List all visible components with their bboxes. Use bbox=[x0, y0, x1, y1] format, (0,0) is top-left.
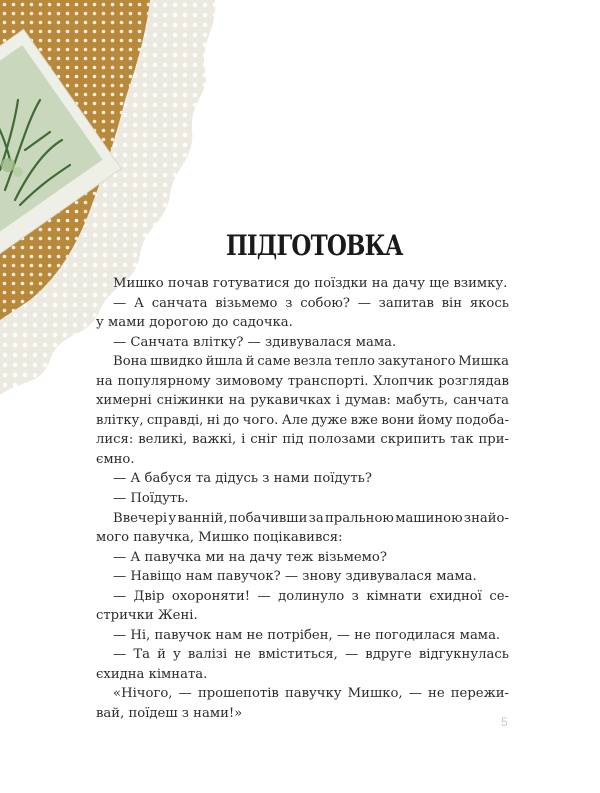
text-line: «Нічого, — прошепотів павучку Мишко, — не пережи- bbox=[113, 686, 509, 702]
text-line: Мишко почав готуватися до поїздки на дачу ще взимку. bbox=[113, 276, 508, 291]
text-line: — Двір охороняти! — долинуло з кімнати єхидної се- bbox=[113, 588, 509, 604]
text-line: вай, поїдеш з нами!» bbox=[96, 706, 243, 722]
text-line: химерні сніжинки на рукавичках і думав: мабуть, санчата bbox=[96, 393, 509, 409]
text-line: Вона швидко йшла й саме везла тепло закутаного Мишка bbox=[113, 354, 509, 370]
text-line: лися: великі, важкі, і сніг під полозами скрипить так при- bbox=[96, 432, 509, 448]
text-line: — А павучка ми на дачу теж візьмемо? bbox=[113, 549, 387, 565]
text-line: на популярному зимовому транспорті. Хлопчик розглядав bbox=[96, 373, 509, 389]
text-line: стрички Жені. bbox=[96, 608, 198, 624]
text-line: влітку, справді, ні до чого. Але дуже вже вони йому подоба- bbox=[96, 412, 509, 428]
text-line: — Навіщо нам павучок? — знову здивувалася мама. bbox=[113, 569, 477, 585]
text-line: Ввечері у ванній, побачивши за пральною машиною знайо- bbox=[113, 510, 509, 526]
text-line: — Ні, павучок нам не потрібен, — не погодилася мама. bbox=[113, 627, 501, 643]
text-line: єхидна кімната. bbox=[96, 666, 208, 682]
text-line: — Санчата влітку? — здивувалася мама. bbox=[113, 334, 397, 350]
story-text bbox=[96, 274, 509, 724]
text-line: мого павучка, Мишко поцікавився: bbox=[96, 530, 343, 546]
text-line: — Та й у валізі не вміститься, — вдруге відгукнулась bbox=[113, 647, 509, 663]
text-line: у мами дорогою до садочка. bbox=[96, 315, 293, 331]
text-line: — А санчата візьмемо з собою? — запитав він якось bbox=[113, 295, 509, 311]
text-line: ємно. bbox=[96, 451, 135, 467]
chapter-title: ПІДГОТОВКА bbox=[226, 229, 403, 262]
text-line: — Поїдуть. bbox=[113, 491, 189, 507]
text-line: — А бабуся та дідусь з нами поїдуть? bbox=[113, 471, 372, 487]
page-number: 5 bbox=[501, 715, 508, 729]
